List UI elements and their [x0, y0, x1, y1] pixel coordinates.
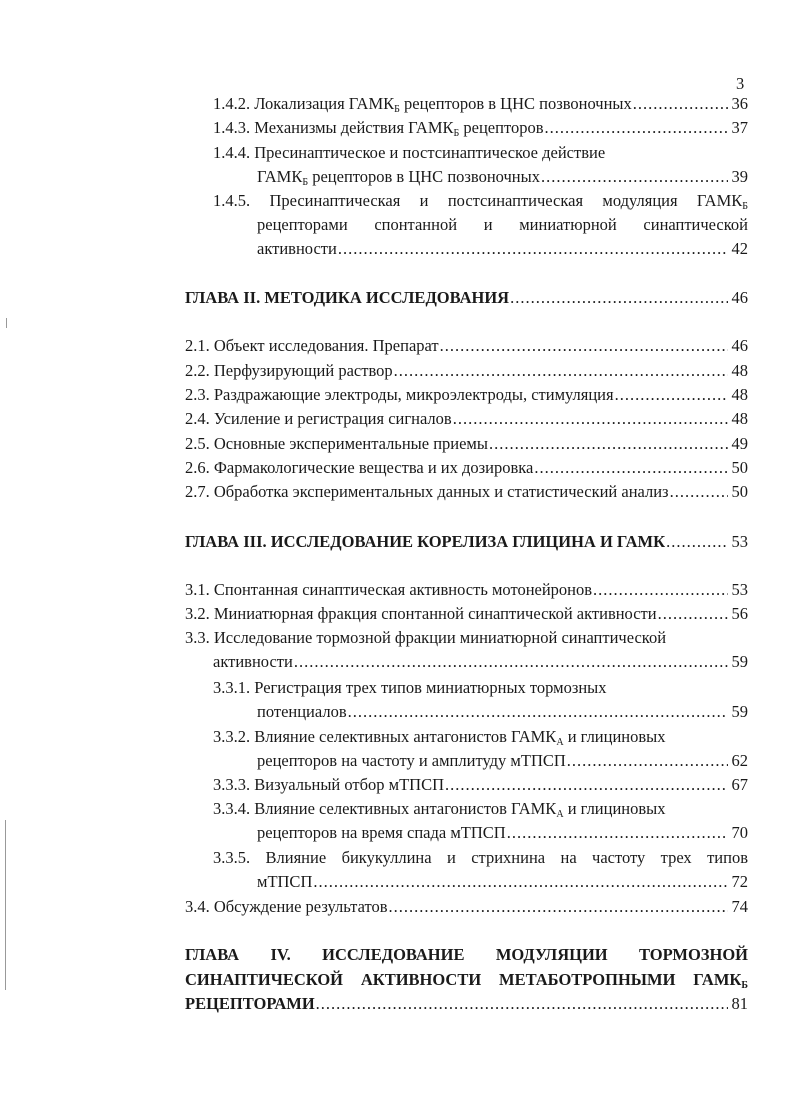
toc-page: 53	[731, 580, 748, 599]
toc-page: 67	[731, 775, 748, 794]
toc-label: мТПСП	[257, 872, 313, 891]
toc-chapter-2[interactable]	[185, 287, 748, 309]
dot-leader	[489, 433, 728, 455]
toc-entry-3-3-4-line1[interactable]	[213, 798, 748, 820]
dot-leader	[666, 531, 727, 553]
toc-entry-2-1[interactable]	[185, 335, 748, 357]
toc-entry-2-4[interactable]	[185, 408, 748, 430]
toc-label: рецепторов на частоту и амплитуду мТПСП	[257, 751, 566, 770]
toc-page: 39	[731, 167, 748, 186]
toc-page: 46	[731, 288, 748, 307]
toc-page: 49	[731, 434, 748, 453]
dot-leader	[440, 335, 728, 357]
toc-page: 74	[731, 897, 748, 916]
toc-entry-3-3[interactable]	[213, 651, 748, 673]
toc-entry-3-3-1-line1[interactable]	[213, 677, 748, 699]
toc-label: активности	[257, 239, 337, 258]
toc-label: 2.6. Фармакологические вещества и их дозировка	[185, 458, 534, 477]
toc-page: 42	[731, 239, 748, 258]
toc-entry-2-3[interactable]	[185, 384, 748, 406]
toc-entry-1-4-3[interactable]	[213, 117, 748, 139]
toc-entry-1-4-5-line1[interactable]: 1.4.5. Пресинаптическая и постсинаптическая модуляция $ГАМК_Б$	[213, 191, 748, 212]
toc-page: 56	[731, 604, 748, 623]
toc-page: 36	[731, 94, 748, 113]
toc-label: 3.1. Спонтанная синаптическая активность мотонейронов	[185, 580, 593, 599]
toc-page: 72	[731, 872, 748, 891]
toc-page: 37	[731, 118, 748, 137]
toc-page: 48	[731, 361, 748, 380]
dot-leader	[348, 701, 728, 723]
toc-entry-1-4-2[interactable]	[213, 93, 748, 115]
toc-chapter-4[interactable]	[185, 993, 748, 1015]
toc-entry-3-3-3[interactable]	[213, 774, 748, 796]
dot-leader	[313, 871, 727, 893]
toc-label: потенциалов	[257, 702, 347, 721]
toc-entry-3-3-2[interactable]	[257, 750, 748, 772]
dot-leader	[389, 896, 728, 918]
toc-entry-2-2[interactable]	[185, 360, 748, 382]
toc-label: 3.3.4. Влияние селективных антагонистов $ГАМК_А$ и глициновых	[213, 799, 666, 820]
toc-entry-3-2[interactable]	[185, 603, 748, 625]
dot-leader	[338, 238, 728, 260]
toc-entry-2-7[interactable]	[185, 481, 748, 503]
toc-label: 2.4. Усиление и регистрация сигналов	[185, 409, 452, 428]
toc-entry-3-3-2-line1[interactable]	[213, 726, 748, 748]
dot-leader	[593, 579, 727, 601]
toc-chapter-4-line2[interactable]: СИНАПТИЧЕСКОЙ АКТИВНОСТИ МЕТАБОТРОПНЫМИ $ГАМК_Б$	[185, 970, 748, 991]
dot-leader	[567, 750, 728, 772]
toc-page: 62	[731, 751, 748, 770]
toc-entry-3-1[interactable]	[185, 579, 748, 601]
toc-label: 1.4.3. Механизмы действия $ГАМК_Б$ рецепторов	[213, 118, 544, 139]
toc-label: ГЛАВА II. МЕТОДИКА ИССЛЕДОВАНИЯ	[185, 288, 510, 307]
toc-label: 3.2. Миниатюрная фракция спонтанной синаптической активности	[185, 604, 657, 623]
toc-entry-2-6[interactable]	[185, 457, 748, 479]
toc-chapter-3[interactable]	[185, 531, 748, 553]
toc-label: 1.4.2. Локализация $ГАМК_Б$ рецепторов в ЦНС позвоночных	[213, 94, 632, 115]
dot-leader	[316, 993, 728, 1015]
toc-label: 2.7. Обработка экспериментальных данных и статистический анализ	[185, 482, 669, 501]
toc-label: 1.4.4. Пресинаптическое и постсинаптическое действие	[213, 143, 606, 162]
toc-label: 3.3.1. Регистрация трех типов миниатюрных тормозных	[213, 678, 607, 697]
toc-entry-1-4-4[interactable]	[257, 166, 748, 188]
toc-entry-3-3-5[interactable]	[257, 871, 748, 893]
toc-page: 46	[731, 336, 748, 355]
toc-label: 3.3. Исследование тормозной фракции миниатюрной синаптической	[185, 628, 667, 647]
dot-leader	[544, 117, 727, 139]
toc-label: 3.3.2. Влияние селективных антагонистов $ГАМК_А$ и глициновых	[213, 727, 666, 748]
dot-leader	[541, 166, 728, 188]
dot-leader	[394, 360, 728, 382]
dot-leader	[615, 384, 728, 406]
toc-label: 3.4. Обсуждение результатов	[185, 897, 388, 916]
toc-page: 59	[731, 652, 748, 671]
toc-entry-3-4[interactable]	[185, 896, 748, 918]
toc-page: 59	[731, 702, 748, 721]
scan-mark	[6, 318, 7, 328]
dot-leader	[445, 774, 727, 796]
dot-leader	[507, 822, 728, 844]
toc-label: 2.2. Перфузирующий раствор	[185, 361, 393, 380]
toc-page: 48	[731, 409, 748, 428]
dot-leader	[534, 457, 727, 479]
toc-entry-1-4-5-line2[interactable]: рецепторами спонтанной и миниатюрной синаптической	[257, 215, 748, 234]
toc-entry-3-3-4[interactable]	[257, 822, 748, 844]
toc-entry-3-3-line1[interactable]	[185, 627, 748, 649]
dot-leader	[294, 651, 728, 673]
toc-entry-2-5[interactable]	[185, 433, 748, 455]
toc-page: 81	[731, 994, 748, 1013]
toc-page: 70	[731, 823, 748, 842]
toc-entry-3-3-1[interactable]	[257, 701, 748, 723]
toc-label: $ГАМК_Б$ рецепторов в ЦНС позвоночных	[257, 167, 540, 188]
toc-label: ГЛАВА III. ИССЛЕДОВАНИЕ КОРЕЛИЗА ГЛИЦИНА И ГАМК	[185, 532, 666, 551]
toc-page: 48	[731, 385, 748, 404]
toc-label: 3.3.3. Визуальный отбор мТПСП	[213, 775, 445, 794]
toc-label: рецепторов на время спада мТПСП	[257, 823, 506, 842]
toc-label: РЕЦЕПТОРАМИ	[185, 994, 315, 1013]
dot-leader	[658, 603, 728, 625]
page-number: 3	[736, 74, 745, 93]
toc-label: активности	[213, 652, 293, 671]
toc-entry-1-4-4-line1[interactable]	[213, 142, 748, 164]
toc-label: 2.1. Объект исследования. Препарат	[185, 336, 439, 355]
dot-leader	[453, 408, 728, 430]
scan-mark	[5, 820, 6, 990]
toc-entry-1-4-5[interactable]	[257, 238, 748, 260]
dot-leader	[510, 287, 727, 309]
toc-page: 50	[731, 458, 748, 477]
toc-page: 50	[731, 482, 748, 501]
dot-leader	[670, 481, 728, 503]
toc-label: 2.3. Раздражающие электроды, микроэлектроды, стимуляция	[185, 385, 614, 404]
toc-label: 2.5. Основные экспериментальные приемы	[185, 434, 488, 453]
dot-leader	[633, 93, 728, 115]
toc-chapter-4-line1[interactable]: ГЛАВА IV. ИССЛЕДОВАНИЕ МОДУЛЯЦИИ ТОРМОЗНОЙ	[185, 945, 748, 964]
toc-entry-3-3-5-line1[interactable]: 3.3.5. Влияние бикукуллина и стрихнина на частоту трех типов	[213, 848, 748, 867]
toc-page: 53	[731, 532, 748, 551]
